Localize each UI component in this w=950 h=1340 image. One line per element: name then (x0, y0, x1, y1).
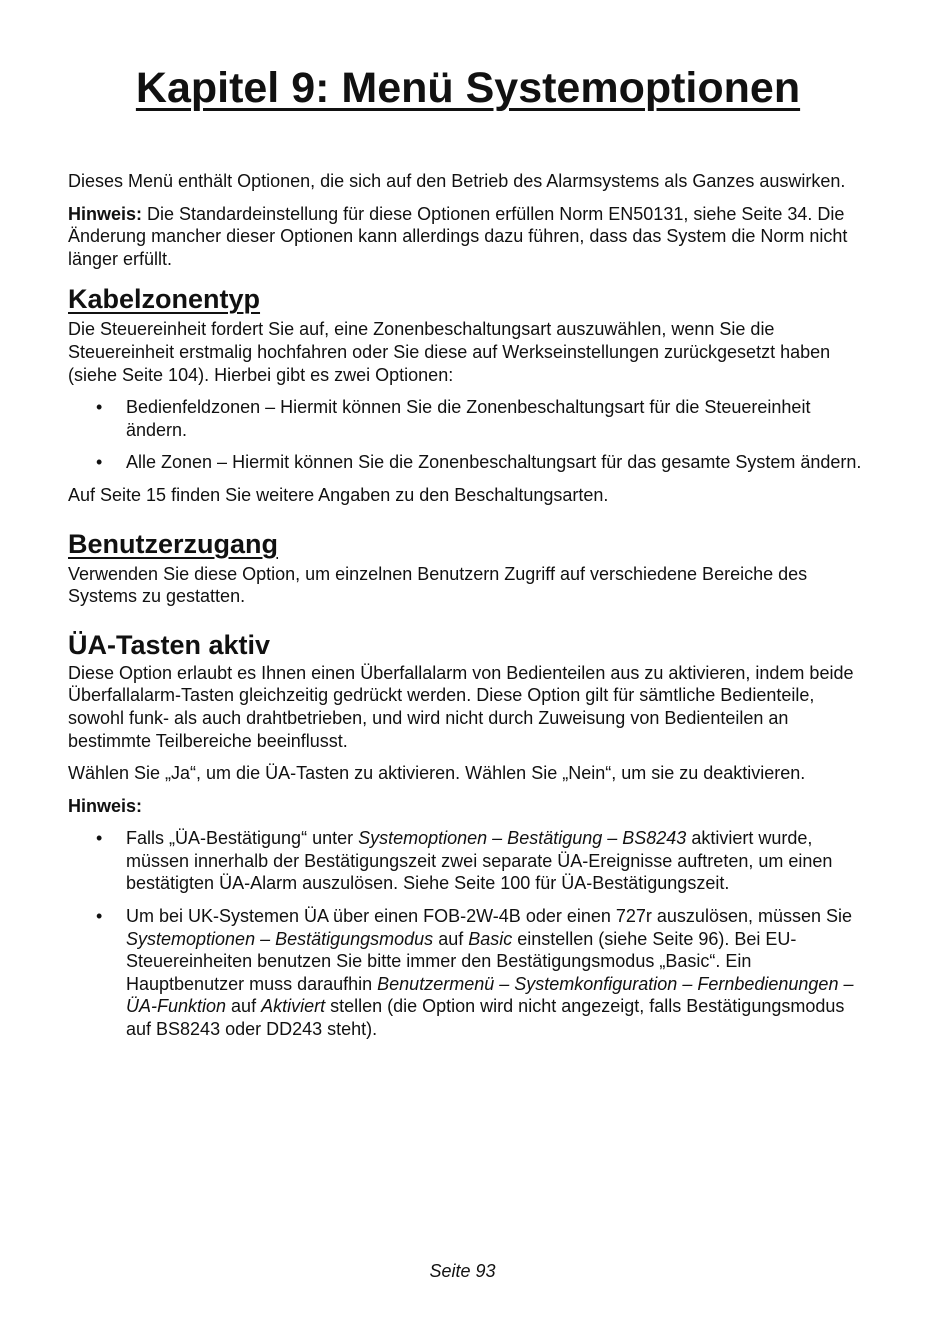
page-title (68, 58, 868, 118)
italic-run: Benutzermenü – Systemkonfiguration – Fernbedienungen – ÜA-Funktion (126, 973, 854, 1017)
page-number-footer: Seite 93 (429, 1261, 496, 1281)
heading-ua-tasten: ÜA-Tasten aktiv (68, 629, 271, 660)
note-text: Die Standardeinstellung für diese Optionen erfüllen Norm EN50131, siehe Seite 34. Die Änderung mancher dieser Optionen kann allerdings dazu führen, dass das System die Norm nicht länger erfüllt. (68, 203, 848, 269)
page-content (68, 170, 868, 1051)
text-run: aktiviert wurde, müssen innerhalb der Bestätigungszeit zwei separate ÜA-Ereignisse auftreten, um einen bestätigten ÜA-Alarm auszulösen. Siehe Seite 100 für ÜA-Bestätigungszeit. (126, 828, 833, 894)
intro-paragraph: Dieses Menü enthält Optionen, die sich auf den Betrieb des Alarmsystems als Ganzes auswirken. (68, 171, 846, 191)
list-item-text: Bedienfeldzonen – Hiermit können Sie die Zonenbeschaltungsart für die Steuereinheit ändern. (126, 397, 811, 440)
ua-paragraph-2: Wählen Sie „Ja“, um die ÜA-Tasten zu aktivieren. Wählen Sie „Nein“, um sie zu deaktivieren. (68, 763, 806, 784)
bullet-marker: • (96, 828, 103, 849)
italic-run: Systemoptionen – Bestätigungsmodus (126, 928, 434, 949)
ua-note-label: Hinweis: (68, 795, 143, 816)
kabel-paragraph: Die Steuereinheit fordert Sie auf, eine Zonenbeschaltungsart auszuwählen, wenn Sie die Steuereinheit erstmalig hochfahren oder Sie diese auf Werkseinstellungen zurückgesetzt haben (siehe Seite 104). Hierbei gibt es zwei Optionen: (68, 319, 831, 385)
heading-kabelzonentyp-text: Kabelzonentyp (68, 284, 261, 315)
text-run: Um bei UK-Systemen ÜA über einen FOB-2W-4B oder einen 727r auszulösen, müssen Sie (126, 906, 853, 927)
text-run: stellen (die Option wird nicht angezeigt, falls Bestätigungsmodus auf BS8243 oder DD243 steht). (126, 996, 845, 1040)
bullet-marker: • (96, 452, 103, 473)
heading-benutzerzugang-text: Benutzerzugang (68, 528, 279, 559)
benutzer-paragraph: Verwenden Sie diese Option, um einzelnen Benutzern Zugriff auf verschiedene Bereiche des Systems zu gestatten. (68, 563, 808, 607)
note-label: Hinweis: (68, 203, 143, 224)
list-item (96, 905, 868, 1041)
heading-benutzerzugang (68, 527, 868, 561)
kabel-paragraph-2: Auf Seite 15 finden Sie weitere Angaben zu den Beschaltungsarten. (68, 484, 609, 505)
list-item-text: Alle Zonen – Hiermit können Sie die Zonenbeschaltungsart für das gesamte System ändern. (126, 452, 862, 473)
kabel-bullet-list (68, 396, 868, 474)
intro-note (68, 203, 868, 271)
list-item (96, 396, 868, 441)
page-title-text: Kapitel 9: Menü Systemoptionen (135, 64, 801, 112)
text-run: Falls „ÜA-Bestätigung“ unter (126, 828, 359, 849)
text-run: einstellen (siehe Seite 96). Bei EU-Steuereinheiten benutzen Sie bitte immer den Bestätigungsmodus „Basic“. Ein Hauptbenutzer muss daraufhin (126, 928, 797, 994)
italic-run: Basic (468, 928, 513, 949)
list-item (96, 827, 868, 895)
heading-kabelzonentyp (68, 282, 868, 316)
italic-run: Aktiviert (261, 996, 326, 1017)
list-item (96, 451, 868, 474)
text-run: auf (226, 996, 262, 1017)
ua-bullet-list (68, 827, 868, 1040)
bullet-marker: • (96, 397, 103, 418)
ua-paragraph: Diese Option erlaubt es Ihnen einen Überfallalarm von Bedienteilen aus zu aktivieren, indem beide Überfallalarm-Tasten gleichzeitig gedrückt werden. Diese Option gilt für sämtliche Bedienteile, sowohl funk- als auch drahtbetrieben, und wird nicht durch Zuweisung von Bedienteilen an bestimmte Teilbereiche beeinflusst. (68, 662, 854, 751)
italic-run: Systemoptionen – Bestätigung – BS8243 (358, 828, 687, 849)
text-run: auf (433, 928, 469, 949)
bullet-marker: • (96, 906, 103, 927)
